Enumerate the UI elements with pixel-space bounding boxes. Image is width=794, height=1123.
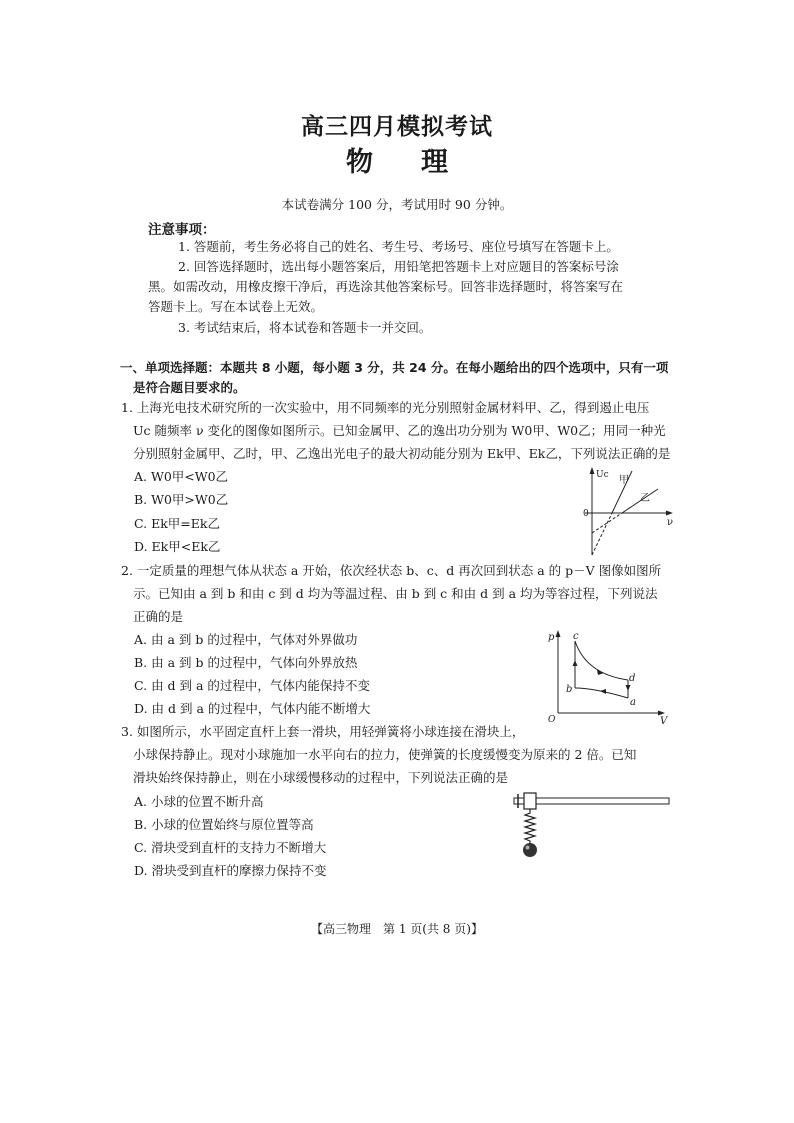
q1-option-c: C. Ek甲=Ek乙: [134, 516, 220, 531]
q1-y-arrow: [590, 467, 595, 474]
q2-label-a: a: [630, 697, 636, 708]
q1-origin-label: 0: [583, 509, 589, 519]
q3-ball-highlight: [526, 846, 530, 850]
q2-cd-curve: [575, 641, 628, 680]
section-heading-line-2: 是符合题目要求的。: [133, 380, 246, 395]
q2-origin-label: O: [548, 715, 556, 725]
q1-x-arrow: [666, 511, 673, 516]
q2-y-label: p: [548, 632, 555, 643]
note-line-3: 黑。如需改动，用橡皮擦干净后，再选涂其他答案标号。回答非选择题时，将答案写在: [148, 279, 624, 294]
q3-slider: [524, 793, 536, 809]
q1-label-yi: 乙: [640, 493, 650, 504]
q1-stem-1: 1. 上海光电技术研究所的一次实验中，用不同频率的光分别照射金属材料甲、乙，得到遏止电压: [121, 400, 650, 415]
q3-stem-3: 滑块始终保持静止，则在小球缓慢移动的过程中，下列说法正确的是: [133, 770, 509, 785]
page-footer: 【高三物理 第 1 页(共 8 页)】: [311, 922, 483, 936]
q1-line-jia-dashed: [592, 513, 612, 555]
note-line-5: 3. 考试结束后，将本试卷和答题卡一并交回。: [178, 320, 432, 335]
q1-option-a: A. W0甲<W0乙: [134, 469, 229, 484]
subject-title: [0, 140, 794, 179]
q1-stem-2: Uc 随频率 ν 变化的图像如图所示。已知金属甲、乙的逸出功分别为 W0甲、W0乙；用同一种光: [133, 423, 666, 438]
q2-y-arrow: [556, 630, 561, 637]
note-line-2: 2. 回答选择题时，选出每小题答案后，用铅笔把答题卡上对应题目的答案标号涂: [178, 259, 619, 274]
q2-option-c: C. 由 d 到 a 的过程中，气体内能保持不变: [134, 678, 370, 693]
q3-ball: [523, 843, 537, 857]
q2-stem-3: 正确的是: [133, 609, 184, 624]
q3-option-a: A. 小球的位置不断升高: [134, 794, 264, 809]
q1-option-b: B. W0甲>W0乙: [134, 492, 229, 507]
q2-stem-2: 示。已知由 a 到 b 和由 c 到 d 均为等温过程、由 b 到 c 和由 d 到 a 均为等容过程，下列说法: [133, 586, 658, 601]
q2-label-c: c: [573, 631, 579, 642]
q3-stem-2: 小球保持静止。现对小球施加一水平向右的拉力，使弹簧的长度缓慢变为原来的 2 倍。已知: [133, 747, 637, 762]
q1-stem-3: 分别照射金属甲、乙时，甲、乙逸出光电子的最大初动能分别为 Ek甲、Ek乙，下列说法正确的是: [133, 446, 671, 461]
note-line-1: 1. 答题前，考生务必将自己的姓名、考生号、考场号、座位号填写在答题卡上。: [178, 239, 619, 254]
q2-option-a: A. 由 a 到 b 的过程中，气体对外界做功: [134, 632, 358, 647]
q2-x-arrow: [658, 711, 665, 716]
q3-stem-1: 3. 如图所示，水平固定直杆上套一滑块，用轻弹簧将小球连接在滑块上，: [121, 724, 525, 739]
subject-char-1: 物: [346, 147, 373, 178]
note-line-4: 答题卡上。写在本试卷上无效。: [148, 299, 324, 314]
q1-label-jia: 甲: [619, 475, 629, 486]
q3-option-b: B. 小球的位置始终与原位置等高: [134, 817, 314, 832]
notes-heading: 注意事项：: [148, 222, 216, 238]
q2-pv-graph: [544, 628, 674, 726]
q3-rod: [514, 798, 669, 804]
q1-uc-nu-graph: [570, 465, 680, 560]
exam-title: 高三四月模拟考试: [301, 114, 493, 140]
q3-option-d: D. 滑块受到直杆的摩擦力保持不变: [134, 863, 327, 878]
q3-spring: [525, 809, 535, 844]
q2-bc-arrow: [573, 660, 578, 666]
q2-option-d: D. 由 d 到 a 的过程中，气体内能不断增大: [134, 701, 371, 716]
q2-label-b: b: [566, 684, 573, 695]
q3-option-c: C. 滑块受到直杆的支持力不断增大: [134, 840, 327, 855]
q3-spring-figure: [508, 790, 673, 865]
q1-option-d: D. Ek甲<Ek乙: [134, 539, 221, 554]
q2-x-label: V: [660, 716, 668, 727]
q2-stem-1: 2. 一定质量的理想气体从状态 a 开始，依次经状态 b、c、d 再次回到状态 a 的 p－V 图像如图所: [121, 563, 662, 578]
section-heading-line-1: 一、单项选择题：本题共 8 小题，每小题 3 分，共 24 分。在每小题给出的四个选项中，只有一项: [120, 360, 669, 375]
q2-ab-curve: [575, 688, 628, 698]
q2-option-b: B. 由 a 到 b 的过程中，气体向外界放热: [134, 655, 358, 670]
q2-label-d: d: [629, 673, 636, 684]
subject-char-2: 理: [421, 147, 448, 178]
exam-info: 本试卷满分 100 分，考试用时 90 分钟。: [281, 197, 513, 212]
q1-x-label: ν: [667, 517, 674, 528]
q1-y-label: Uc: [596, 470, 609, 480]
q2-da-arrow: [626, 685, 631, 691]
